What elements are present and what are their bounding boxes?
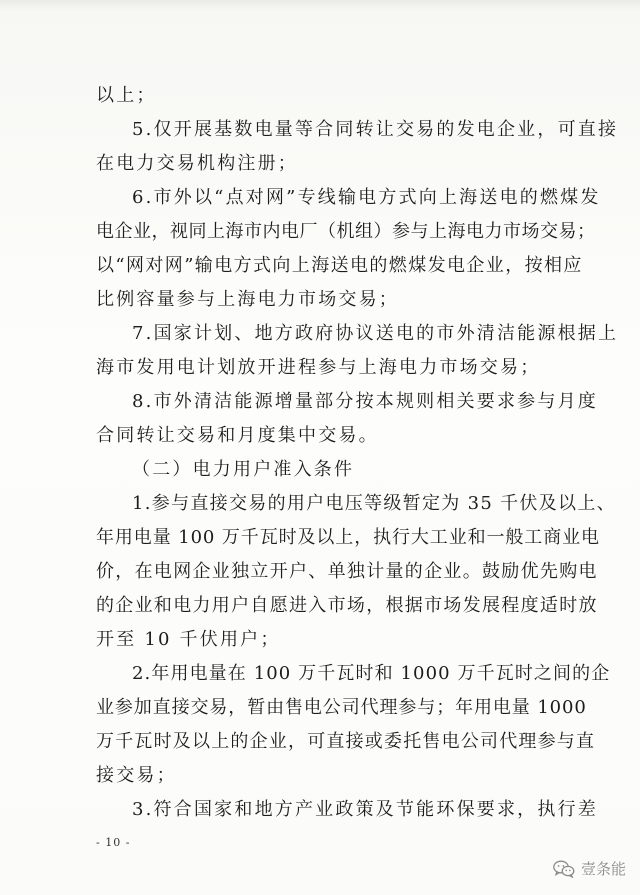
scan-edge <box>0 0 640 10</box>
text-line: 业参加直接交易，暂由售电公司代理参与；年用电量 1000 <box>96 697 587 718</box>
text-line: 在电力交易机构注册； <box>96 153 298 174</box>
text-line: 1.参与直接交易的用户电压等级暂定为 35 千伏及以上、 <box>132 493 616 514</box>
text-line: 接交易； <box>96 765 177 786</box>
watermark <box>553 858 626 879</box>
text-line: 7.国家计划、地方政府协议送电的市外清洁能源根据上 <box>132 323 619 344</box>
text-line: 以上； <box>96 85 157 106</box>
text-line: 开至 10 千伏用户； <box>96 629 281 650</box>
watermark-text: 壹条能 <box>580 860 626 878</box>
text-line: 8.市外清洁能源增量部分按本规则相关要求参与月度 <box>132 391 598 412</box>
text-line: 比例容量参与上海电力市场交易； <box>96 289 399 310</box>
text-line: 价，在电网企业独立开户、单独计量的企业。鼓励优先购电 <box>96 561 598 582</box>
section-heading: （二）电力用户准入条件 <box>132 459 355 480</box>
page-number: - 10 - <box>96 836 131 849</box>
text-line: 2.年用电量在 100 万千瓦时和 1000 万千瓦时之间的企 <box>132 663 611 684</box>
text-line: 合同转让交易和月度集中交易。 <box>96 425 379 446</box>
text-line: 年用电量 100 万千瓦时及以上，执行大工业和一般工商业电 <box>96 527 600 548</box>
text-line: 以“网对网”输电方式向上海送电的燃煤发电企业，按相应 <box>96 255 583 276</box>
text-line: 万千瓦时及以上的企业，可直接或委托售电公司代理参与直 <box>96 731 596 752</box>
text-line: 电企业，视同上海市内电厂（机组）参与上海电力市场交易； <box>96 221 596 242</box>
text-line: 5.仅开展基数电量等合同转让交易的发电企业，可直接 <box>132 119 619 140</box>
wechat-icon <box>553 860 575 878</box>
text-line: 6.市外以“点对网”专线输电方式向上海送电的燃煤发 <box>132 187 601 208</box>
text-line: 3.符合国家和地方产业政策及节能环保要求，执行差 <box>132 799 598 820</box>
text-line: 海市发用电计划放开进程参与上海电力市场交易； <box>96 357 541 378</box>
text-line: 的企业和电力用户自愿进入市场，根据市场发展程度适时放 <box>96 595 598 616</box>
